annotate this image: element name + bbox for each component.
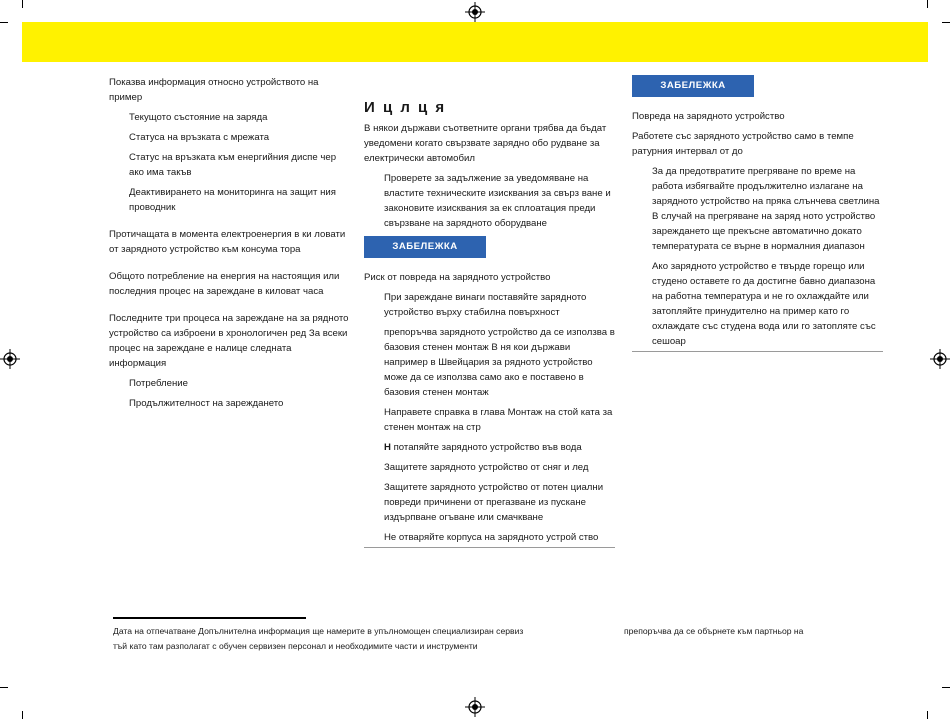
paragraph: Показва информация относно устройството на пример	[109, 77, 319, 103]
crop-mark	[22, 0, 23, 8]
footnote-rule	[113, 617, 306, 619]
crop-mark	[927, 711, 928, 719]
list-item: Статус на връзката към енергийния диспе чер ако има такъв	[129, 152, 337, 178]
note-title: Риск от повреда на зарядното устройство	[364, 272, 551, 283]
section-heading: И ц л ц я	[364, 99, 447, 116]
bold-prefix: Н	[384, 442, 391, 453]
list-item: Проверете за задължение за уведомяване на властите техническите изисквания за свърз ване и законовите изисквания за ек сплоатация преди свързване на зарядното оборудване	[384, 173, 611, 229]
registration-mark-icon	[0, 349, 20, 369]
list-item: Текущото състояние на заряда	[129, 112, 268, 123]
registration-mark-icon	[930, 349, 950, 369]
crop-mark	[942, 22, 950, 23]
registration-mark-icon	[465, 2, 485, 22]
list-item: Деактивирането на мониторинга на защит ния проводник	[129, 187, 336, 213]
list-item: Ако зарядното устройство е твърде горещо или студено оставете го да достигне бавно диапазона на работна температура и не го охлаждайте или затопляйте принудително на пример като го охлаждате със студена вода или го затопляте със сешоар	[652, 261, 876, 347]
list-item: За да предотвратите прегряване по време на работа избягвайте продължително излагане на зарядното устройство на пряка слънчева светлина В случай на прегряване на заряд ното устройство зареждането ще прекъсне автоматично докато температурата се върне в нормалния диапазон	[652, 166, 880, 252]
list-item-text: потапяйте зарядното устройство във вода	[390, 442, 582, 453]
footnote-line: тъй като там разполагат с обучен сервизен персонал и необходимите части и инструменти	[113, 641, 478, 651]
note-title: Повреда на зарядното устройство	[632, 111, 785, 122]
list-item	[364, 440, 615, 455]
footnote-line: препоръчва да се обърнете към партньор на	[624, 626, 804, 636]
list-item: Продължителност на зареждането	[129, 398, 284, 409]
yellow-header-banner	[22, 22, 928, 62]
note-label: ЗАБЕЛЕЖКА	[632, 75, 754, 97]
crop-mark	[942, 687, 950, 688]
crop-mark	[0, 22, 8, 23]
paragraph: Протичащата в момента електроенергия в ки ловати от зарядното устройство към консума тора	[109, 229, 346, 255]
paragraph: Работете със зарядното устройство само в темпе ратурния интервал от до	[632, 131, 854, 157]
list-item: Потребление	[129, 378, 188, 389]
footnote-right	[624, 624, 884, 639]
paragraph: Общото потребление на енергия на настоящия или последния процес на зареждане в киловат часа	[109, 271, 340, 297]
paragraph: В някои държави съответните органи трябва да бъдат уведомени когато свързвате зарядно обо рудване за електрически автомобил	[364, 123, 607, 164]
list-item: При зареждане винаги поставяйте зарядното устройство върху стабилна повърхност	[384, 292, 587, 318]
registration-mark-icon	[465, 697, 485, 717]
list-item: Статуса на връзката с мрежата	[129, 132, 270, 143]
list-item: Защитете зарядното устройство от потен циални повреди причинени от прегазване из пускане издърпване огъване или смачкване	[384, 482, 604, 523]
list-item: Направете справка в глава Монтаж на стой ката за стенен монтаж на стр	[384, 407, 613, 433]
right-column	[632, 75, 883, 352]
footnote	[113, 624, 618, 654]
list-item: Защитете зарядното устройство от сняг и лед	[384, 462, 589, 473]
list-item: Не отваряйте корпуса на зарядното устрой ство	[384, 532, 599, 543]
list-item: препоръчва зарядното устройство да се използва в базовия стенен монтаж В ня кои държави например в Швейцария за рядното устройство може да се използва само ако е поставено в базовия стенен монтаж	[384, 327, 615, 398]
crop-mark	[0, 687, 8, 688]
note-label: ЗАБЕЛЕЖКА	[364, 236, 486, 258]
note-end-rule	[632, 351, 883, 352]
left-column	[109, 75, 349, 411]
crop-mark	[927, 0, 928, 8]
note-end-rule	[364, 547, 615, 548]
paragraph: Последните три процеса на зареждане на за рядното устройство са изброени в хронологичен ред За всеки процес на зареждане е налице следната информация	[109, 313, 349, 369]
footnote-line: Дата на отпечатване Допълнителна информация ще намерите в упълномощен специализиран сервиз	[113, 626, 524, 636]
middle-column	[364, 100, 615, 548]
crop-mark	[22, 711, 23, 719]
